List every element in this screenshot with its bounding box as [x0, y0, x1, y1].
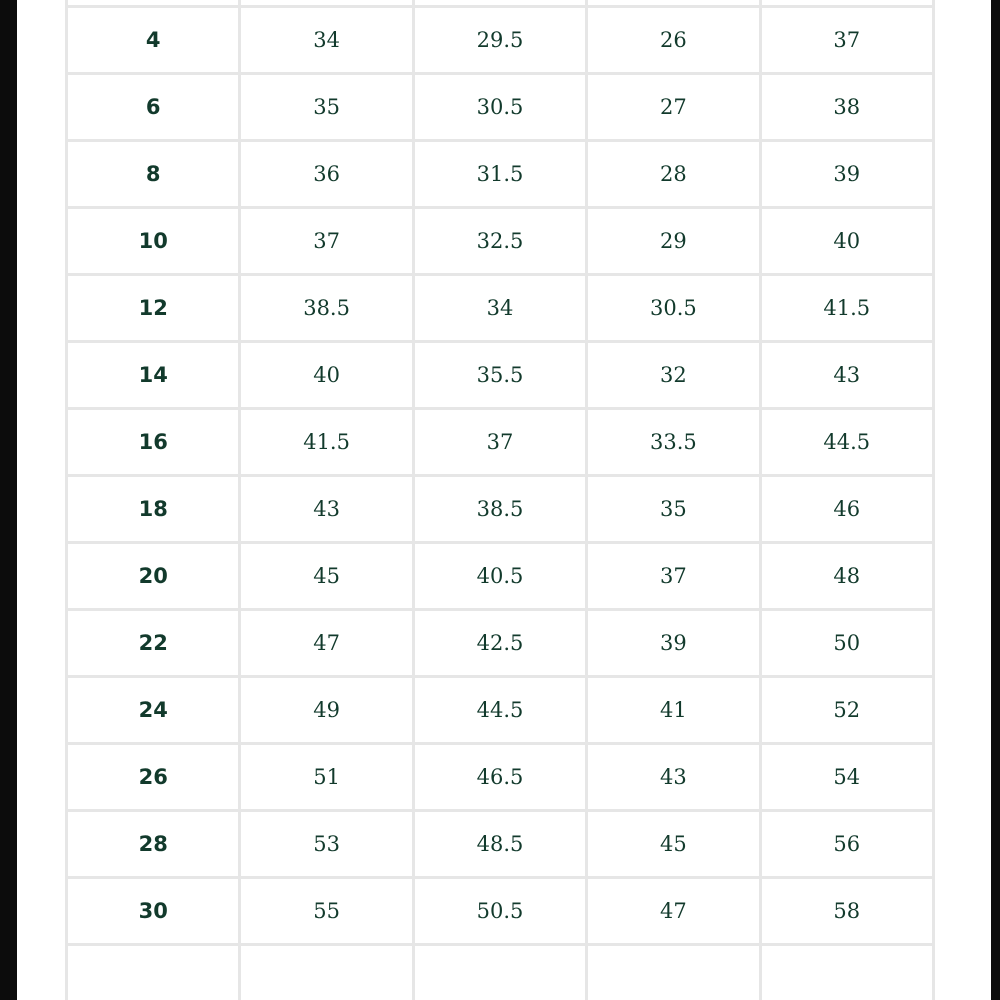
table-row [67, 74, 934, 141]
measurement-cell: 56 [760, 811, 933, 878]
measurement-cell: 39 [760, 141, 933, 208]
measurement-cell: 55 [240, 878, 413, 945]
measurement-cell: 52 [760, 677, 933, 744]
size-cell: 24 [67, 677, 240, 744]
measurement-cell: 46.5 [413, 744, 586, 811]
table-row [67, 141, 934, 208]
measurement-cell: 39 [587, 610, 760, 677]
measurement-cell: 35.5 [413, 342, 586, 409]
size-cell: 28 [67, 811, 240, 878]
measurement-cell: 36 [240, 141, 413, 208]
measurement-cell [413, 945, 586, 1000]
measurement-cell: 45 [240, 543, 413, 610]
measurement-cell: 46 [760, 476, 933, 543]
measurement-cell: 28 [587, 141, 760, 208]
table-row [67, 945, 934, 1000]
measurement-cell: 37 [587, 543, 760, 610]
measurement-cell: 33.5 [587, 409, 760, 476]
measurement-cell [240, 945, 413, 1000]
table-row [67, 275, 934, 342]
measurement-cell: 35 [587, 476, 760, 543]
table-row [67, 7, 934, 74]
measurement-cell: 41.5 [760, 275, 933, 342]
size-cell: 22 [67, 610, 240, 677]
size-cell: 8 [67, 141, 240, 208]
measurement-cell: 37 [760, 7, 933, 74]
measurement-cell: 31.5 [413, 141, 586, 208]
measurement-cell: 26 [587, 7, 760, 74]
measurement-cell: 43 [240, 476, 413, 543]
measurement-cell: 43 [760, 342, 933, 409]
size-cell: 10 [67, 208, 240, 275]
measurement-cell: 40 [760, 208, 933, 275]
size-chart-body [67, 0, 934, 1000]
measurement-cell: 32 [587, 342, 760, 409]
measurement-cell: 49 [240, 677, 413, 744]
table-row [67, 744, 934, 811]
table-row [67, 610, 934, 677]
measurement-cell: 48 [760, 543, 933, 610]
size-cell [67, 945, 240, 1000]
frame-edge-left [0, 0, 17, 1000]
measurement-cell: 30.5 [413, 74, 586, 141]
table-row [67, 208, 934, 275]
size-cell: 14 [67, 342, 240, 409]
measurement-cell: 37 [240, 208, 413, 275]
size-cell: 6 [67, 74, 240, 141]
table-row [67, 342, 934, 409]
table-row [67, 677, 934, 744]
measurement-cell: 40.5 [413, 543, 586, 610]
measurement-cell: 32.5 [413, 208, 586, 275]
measurement-cell: 44.5 [413, 677, 586, 744]
measurement-cell: 27 [587, 74, 760, 141]
measurement-cell: 47 [587, 878, 760, 945]
size-cell: 26 [67, 744, 240, 811]
measurement-cell: 45 [587, 811, 760, 878]
measurement-cell: 29 [587, 208, 760, 275]
size-cell: 12 [67, 275, 240, 342]
measurement-cell: 29.5 [413, 7, 586, 74]
measurement-cell: 48.5 [413, 811, 586, 878]
measurement-cell: 38.5 [240, 275, 413, 342]
table-row [67, 409, 934, 476]
measurement-cell: 34 [240, 7, 413, 74]
table-row [67, 811, 934, 878]
table-row [67, 878, 934, 945]
table-row [67, 476, 934, 543]
measurement-cell: 30.5 [587, 275, 760, 342]
measurement-cell: 51 [240, 744, 413, 811]
measurement-cell: 42.5 [413, 610, 586, 677]
measurement-cell: 53 [240, 811, 413, 878]
measurement-cell: 58 [760, 878, 933, 945]
measurement-cell: 37 [413, 409, 586, 476]
measurement-cell: 54 [760, 744, 933, 811]
measurement-cell: 50 [760, 610, 933, 677]
measurement-cell: 35 [240, 74, 413, 141]
measurement-cell: 47 [240, 610, 413, 677]
measurement-cell: 38 [760, 74, 933, 141]
frame-edge-right [991, 0, 1000, 1000]
measurement-cell [760, 945, 933, 1000]
size-cell: 30 [67, 878, 240, 945]
measurement-cell: 44.5 [760, 409, 933, 476]
measurement-cell: 43 [587, 744, 760, 811]
measurement-cell: 34 [413, 275, 586, 342]
size-cell: 18 [67, 476, 240, 543]
size-cell: 16 [67, 409, 240, 476]
size-cell: 20 [67, 543, 240, 610]
measurement-cell: 50.5 [413, 878, 586, 945]
size-chart-container [65, 0, 935, 1000]
measurement-cell: 41.5 [240, 409, 413, 476]
size-cell: 4 [67, 7, 240, 74]
measurement-cell: 40 [240, 342, 413, 409]
measurement-cell [587, 945, 760, 1000]
measurement-cell: 38.5 [413, 476, 586, 543]
table-row [67, 543, 934, 610]
measurement-cell: 41 [587, 677, 760, 744]
size-chart-table [65, 0, 935, 1000]
